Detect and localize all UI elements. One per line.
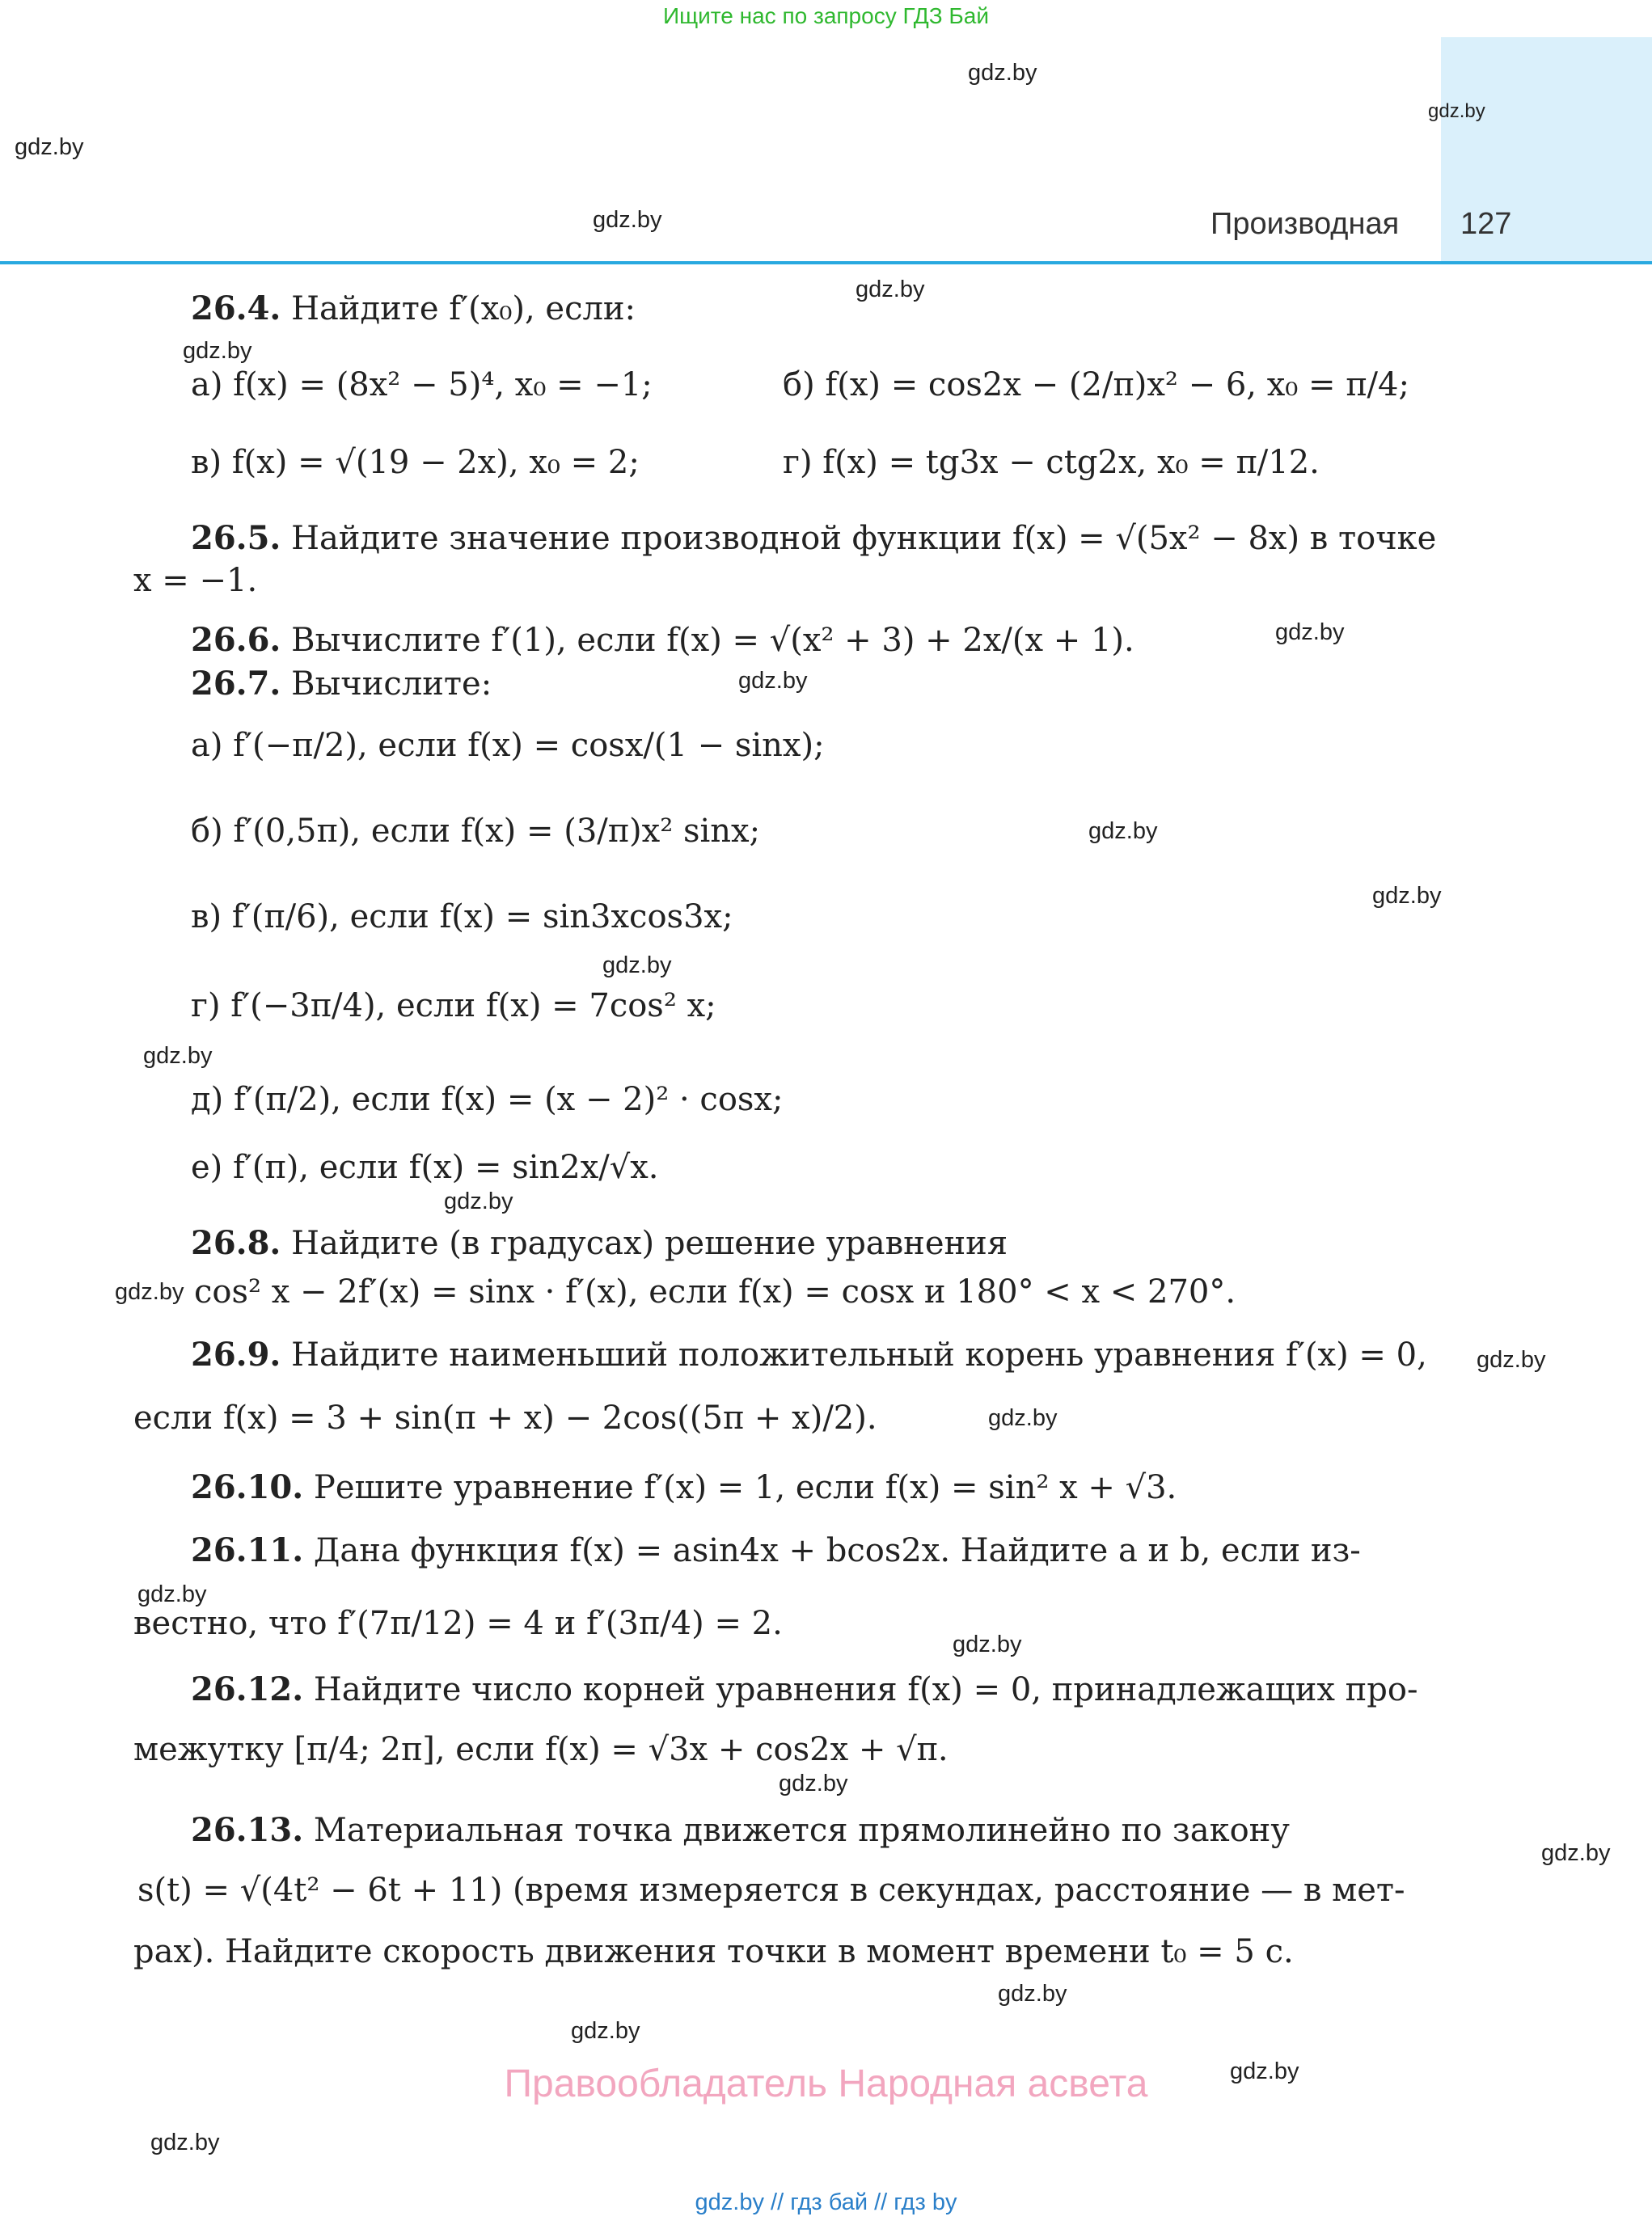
problem-26-5-continuation: x = −1. <box>133 562 258 599</box>
problem-26-13-heading: 26.13. Материальная точка движется прямолинейно по закону <box>191 1811 1290 1849</box>
watermark: gdz.by <box>998 1981 1067 2007</box>
problem-26-13-line2: s(t) = √(4t² − 6t + 11) (время измеряется в секундах, расстояние — в мет- <box>137 1872 1405 1909</box>
page-number: 127 <box>1460 207 1512 241</box>
problem-26-7-b: б) f′(0,5π), если f(x) = (3/π)x² sinx; <box>191 813 761 850</box>
problem-26-8-heading: 26.8. Найдите (в градусах) решение уравнения <box>191 1224 1008 1262</box>
watermark: gdz.by <box>444 1188 513 1214</box>
watermark: gdz.by <box>988 1405 1058 1431</box>
problem-26-10: 26.10. Решите уравнение f′(x) = 1, если f(x) = sin² x + √3. <box>191 1468 1177 1506</box>
problem-26-4-g: г) f(x) = tg3x − ctg2x, x₀ = π/12. <box>783 444 1320 481</box>
problem-26-7-heading: 26.7. Вычислите: <box>191 665 492 703</box>
header-divider <box>0 261 1652 264</box>
section-title: Производная <box>1210 207 1400 241</box>
watermark: gdz.by <box>602 952 672 978</box>
problem-26-4-a: а) f(x) = (8x² − 5)⁴, x₀ = −1; <box>191 366 653 403</box>
watermark: gdz.by <box>856 277 925 302</box>
problem-26-4-heading: 26.4. Найдите f′(x₀), если: <box>191 289 636 327</box>
problem-26-11-heading: 26.11. Дана функция f(x) = asin4x + bcos2x. Найдите a и b, если из- <box>191 1531 1361 1569</box>
top-banner[interactable]: Ищите нас по запросу ГДЗ Бай <box>662 3 990 28</box>
problem-26-12-continuation: межутку [π/4; 2π], если f(x) = √3x + cos2x + √π. <box>133 1731 949 1768</box>
watermark: gdz.by <box>1088 818 1158 844</box>
watermark: gdz.by <box>1372 883 1442 909</box>
watermark: gdz.by <box>1275 619 1345 645</box>
problem-26-7-a: а) f′(−π/2), если f(x) = cosx/(1 − sinx); <box>191 727 825 764</box>
problem-26-7-v: в) f′(π/6), если f(x) = sin3xcos3x; <box>191 898 733 935</box>
problem-26-6: 26.6. Вычислите f′(1), если f(x) = √(x² + 3) + 2x/(x + 1). <box>191 621 1134 659</box>
problem-26-13-line3: рах). Найдите скорость движения точки в момент времени t₀ = 5 с. <box>133 1933 1294 1970</box>
problem-26-7-g: г) f′(−3π/4), если f(x) = 7cos² x; <box>191 987 716 1024</box>
watermark: gdz.by <box>143 1043 213 1069</box>
watermark: gdz.by <box>571 2018 640 2044</box>
problem-26-7-e: е) f′(π), если f(x) = sin2x/√x. <box>191 1149 659 1186</box>
watermark: gdz.by <box>183 338 252 364</box>
copyright-notice: Правообладатель Народная асвета <box>504 2062 1148 2105</box>
problem-26-9-heading: 26.9. Найдите наименьший положительный корень уравнения f′(x) = 0, <box>191 1336 1427 1374</box>
watermark: gdz.by <box>1541 1840 1611 1866</box>
watermark: gdz.by <box>593 207 662 233</box>
watermark: gdz.by <box>968 60 1037 86</box>
problem-26-8-equation: cos² x − 2f′(x) = sinx · f′(x), если f(x) = cosx и 180° < x < 270°. <box>194 1273 1236 1311</box>
watermark: gdz.by <box>779 1771 848 1796</box>
watermark: gdz.by <box>150 2130 220 2155</box>
footer-links[interactable]: gdz.by // гдз бай // гдз by <box>695 2189 957 2215</box>
watermark: gdz.by <box>953 1632 1022 1657</box>
watermark: gdz.by <box>1428 100 1485 122</box>
watermark: gdz.by <box>15 134 84 160</box>
watermark: gdz.by <box>738 668 808 694</box>
watermark: gdz.by <box>1477 1347 1546 1373</box>
problem-26-12-heading: 26.12. Найдите число корней уравнения f(x) = 0, принадлежащих про- <box>191 1670 1418 1708</box>
problem-26-4-b: б) f(x) = cos2x − (2/π)x² − 6, x₀ = π/4; <box>783 366 1409 403</box>
problem-26-9-continuation: если f(x) = 3 + sin(π + x) − 2cos((5π + x)/2). <box>133 1400 877 1437</box>
watermark: gdz.by <box>115 1279 184 1305</box>
watermark: gdz.by <box>1230 2058 1299 2084</box>
problem-26-11-continuation: вестно, что f′(7π/12) = 4 и f′(3π/4) = 2. <box>133 1605 783 1642</box>
problem-26-7-d: д) f′(π/2), если f(x) = (x − 2)² · cosx; <box>191 1081 784 1118</box>
problem-26-5-heading: 26.5. Найдите значение производной функции f(x) = √(5x² − 8x) в точке <box>191 519 1437 557</box>
watermark: gdz.by <box>137 1581 207 1607</box>
problem-26-4-v: в) f(x) = √(19 − 2x), x₀ = 2; <box>191 444 640 481</box>
